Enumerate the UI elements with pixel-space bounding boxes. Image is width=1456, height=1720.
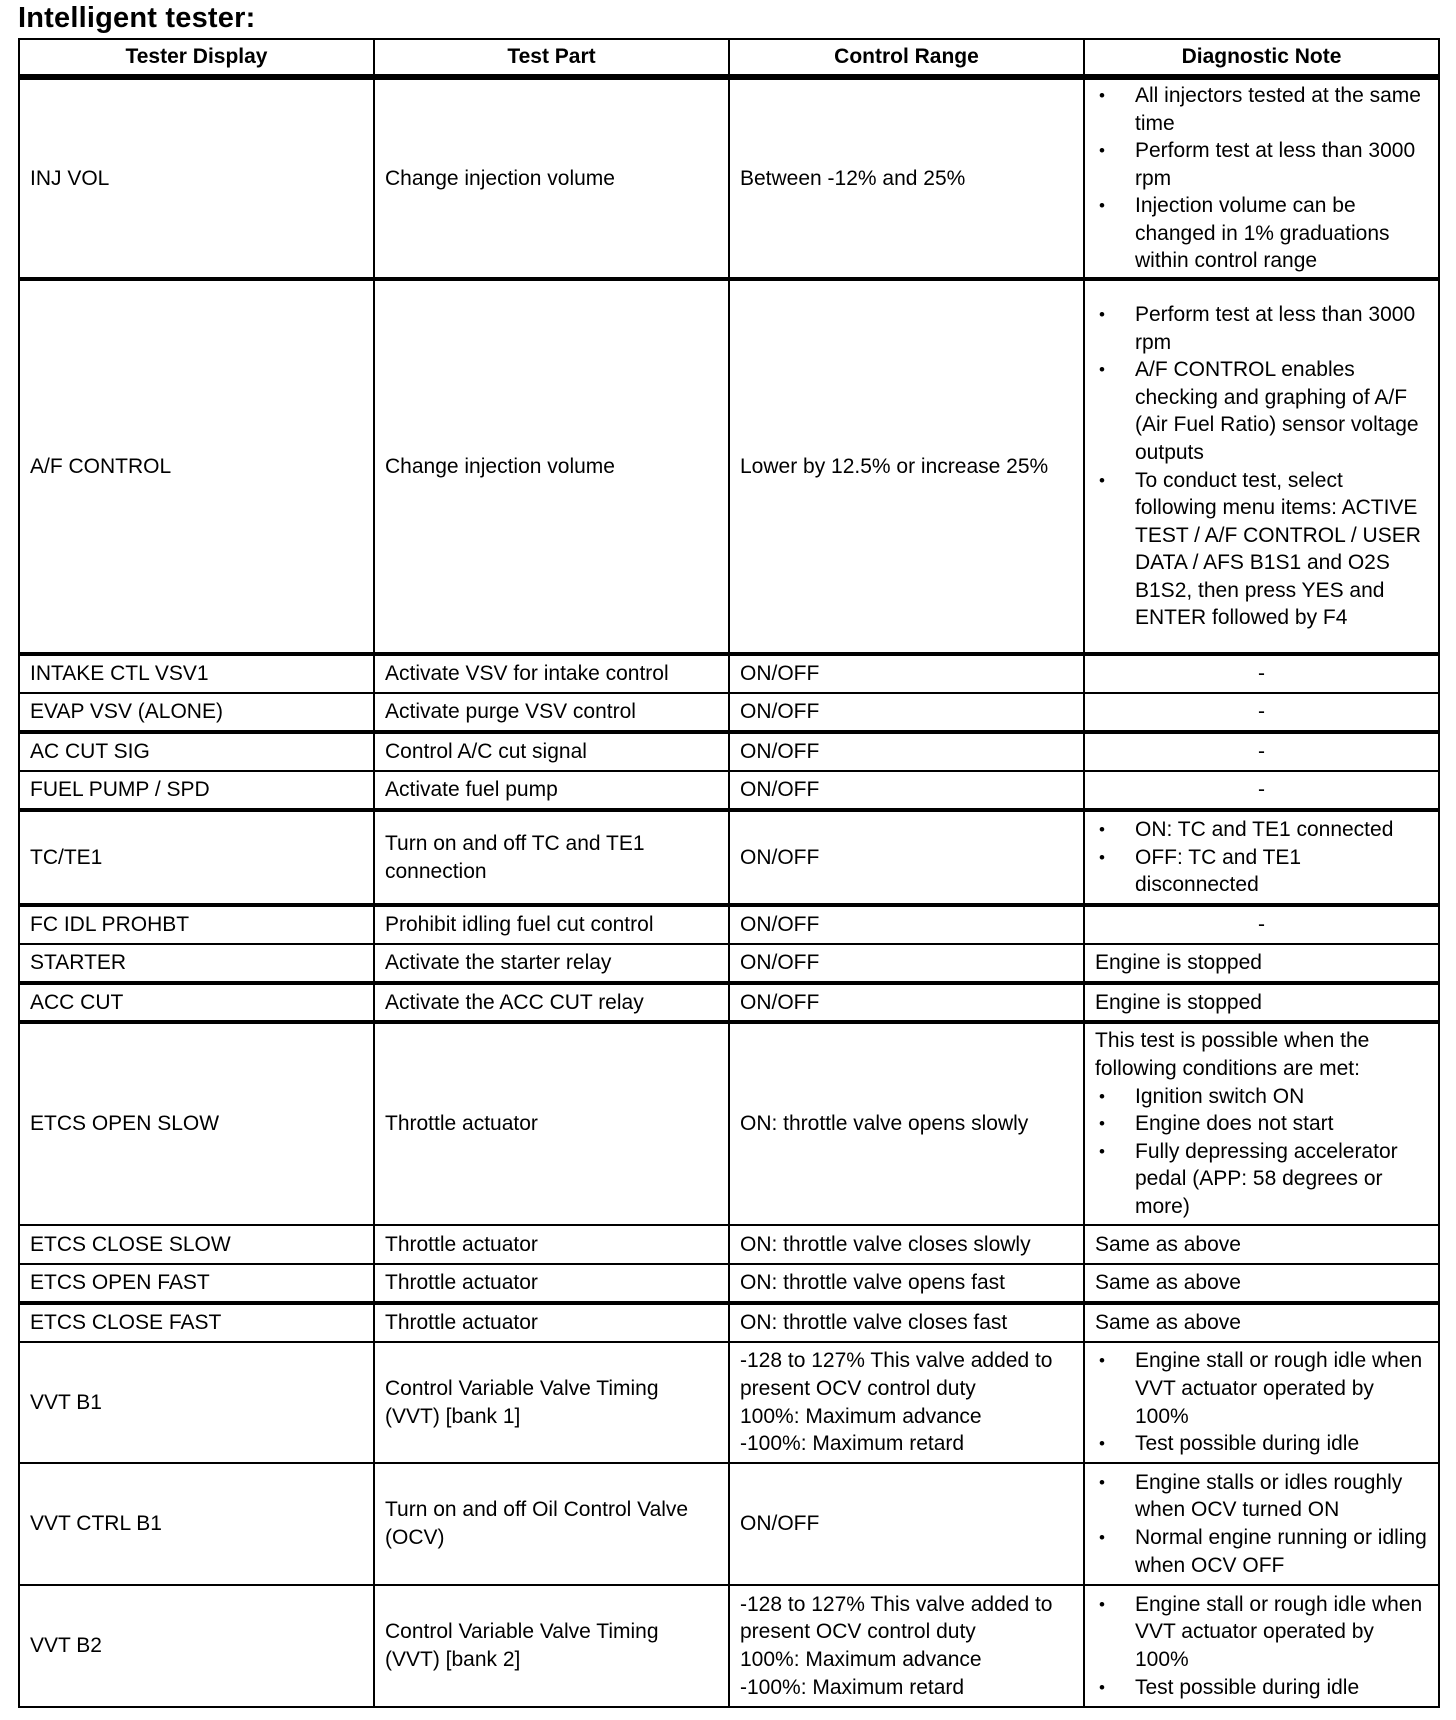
cell-range: ON/OFF xyxy=(729,693,1084,732)
note-bullet: • To conduct test, select following menu items: ACTIVE TEST / A/F CONTROL / USER DATA / AFS B1S1 and O2S B1S2, then press YES and ENTER followed by F4 xyxy=(1095,467,1428,633)
table-row xyxy=(19,1303,1439,1342)
note-bullet: • Test possible during idle xyxy=(1095,1430,1428,1458)
cell-part: Throttle actuator xyxy=(374,1303,729,1342)
table-row xyxy=(19,1585,1439,1707)
cell-display: AC CUT SIG xyxy=(19,732,374,771)
cell-part: Change injection volume xyxy=(374,279,729,654)
table-row xyxy=(19,693,1439,732)
cell-range: ON: throttle valve opens fast xyxy=(729,1264,1084,1303)
header-control-range: Control Range xyxy=(729,39,1084,77)
table-row xyxy=(19,905,1439,944)
cell-part: Control A/C cut signal xyxy=(374,732,729,771)
cell-note: Engine is stopped xyxy=(1084,944,1439,983)
note-bullet: • Perform test at less than 3000 rpm xyxy=(1095,137,1428,192)
table-row xyxy=(19,1225,1439,1264)
cell-note: Engine is stopped xyxy=(1084,983,1439,1022)
header-row xyxy=(19,39,1439,77)
cell-range: ON/OFF xyxy=(729,905,1084,944)
page-title: Intelligent tester: xyxy=(18,2,256,34)
table-row xyxy=(19,279,1439,654)
cell-display: ETCS OPEN SLOW xyxy=(19,1022,374,1225)
note-bullet: • OFF: TC and TE1 disconnected xyxy=(1095,844,1428,899)
cell-display: ETCS CLOSE SLOW xyxy=(19,1225,374,1264)
cell-display: VVT B2 xyxy=(19,1585,374,1707)
cell-display: INJ VOL xyxy=(19,77,374,279)
note-bullet: • Engine stall or rough idle when VVT actuator operated by 100% xyxy=(1095,1591,1428,1674)
note-bullet: • All injectors tested at the same time xyxy=(1095,82,1428,137)
cell-part: Prohibit idling fuel cut control xyxy=(374,905,729,944)
table-row xyxy=(19,1264,1439,1303)
cell-note: - xyxy=(1084,654,1439,693)
cell-display: VVT CTRL B1 xyxy=(19,1463,374,1585)
cell-range: ON: throttle valve closes slowly xyxy=(729,1225,1084,1264)
cell-range xyxy=(729,1585,1084,1707)
cell-note: - xyxy=(1084,771,1439,810)
range-line: -128 to 127% This valve added to xyxy=(740,1349,1053,1373)
table-row xyxy=(19,944,1439,983)
cell-display: TC/TE1 xyxy=(19,810,374,905)
cell-note xyxy=(1084,1585,1439,1707)
note-bullet: • Test possible during idle xyxy=(1095,1674,1428,1702)
cell-note: - xyxy=(1084,693,1439,732)
table-row xyxy=(19,1342,1439,1463)
cell-range xyxy=(729,1342,1084,1463)
table-row xyxy=(19,654,1439,693)
note-bullet: • Normal engine running or idling when OCV OFF xyxy=(1095,1524,1428,1579)
cell-note xyxy=(1084,77,1439,279)
note-intro: This test is possible when the following conditions are met: xyxy=(1095,1029,1370,1081)
table-row xyxy=(19,1463,1439,1585)
cell-part: Activate the starter relay xyxy=(374,944,729,983)
cell-display: FC IDL PROHBT xyxy=(19,905,374,944)
table-row xyxy=(19,983,1439,1022)
cell-note: - xyxy=(1084,732,1439,771)
table-row xyxy=(19,771,1439,810)
tester-table xyxy=(18,38,1440,1708)
cell-display: INTAKE CTL VSV1 xyxy=(19,654,374,693)
cell-part: Turn on and off Oil Control Valve (OCV) xyxy=(374,1463,729,1585)
note-bullet: • Engine does not start xyxy=(1095,1110,1428,1138)
range-line: present OCV control duty xyxy=(740,1376,976,1400)
cell-range: ON/OFF xyxy=(729,983,1084,1022)
cell-part: Throttle actuator xyxy=(374,1264,729,1303)
cell-display: ETCS OPEN FAST xyxy=(19,1264,374,1303)
table-row xyxy=(19,77,1439,279)
cell-part: Throttle actuator xyxy=(374,1225,729,1264)
cell-part: Turn on and off TC and TE1 connection xyxy=(374,810,729,905)
note-bullet: • Fully depressing accelerator pedal (APP: 58 degrees or more) xyxy=(1095,1138,1428,1221)
cell-note xyxy=(1084,810,1439,905)
cell-range: ON/OFF xyxy=(729,810,1084,905)
cell-display: VVT B1 xyxy=(19,1342,374,1463)
cell-range: Lower by 12.5% or increase 25% xyxy=(729,279,1084,654)
cell-display: STARTER xyxy=(19,944,374,983)
table-row xyxy=(19,1022,1439,1225)
cell-part: Throttle actuator xyxy=(374,1022,729,1225)
range-line: -100%: Maximum retard xyxy=(740,1432,965,1456)
cell-part: Activate VSV for intake control xyxy=(374,654,729,693)
note-bullet: • Engine stalls or idles roughly when OCV turned ON xyxy=(1095,1469,1428,1524)
cell-part: Activate the ACC CUT relay xyxy=(374,983,729,1022)
note-bullet: • Perform test at less than 3000 rpm xyxy=(1095,301,1428,356)
cell-note: - xyxy=(1084,905,1439,944)
cell-note xyxy=(1084,279,1439,654)
cell-range: ON/OFF xyxy=(729,771,1084,810)
range-line: -128 to 127% This valve added to xyxy=(740,1592,1053,1616)
cell-part: Activate purge VSV control xyxy=(374,693,729,732)
cell-display: FUEL PUMP / SPD xyxy=(19,771,374,810)
header-test-part: Test Part xyxy=(374,39,729,77)
cell-display: EVAP VSV (ALONE) xyxy=(19,693,374,732)
note-bullet: • Ignition switch ON xyxy=(1095,1083,1428,1111)
cell-part: Control Variable Valve Timing (VVT) [bank 1] xyxy=(374,1342,729,1463)
note-bullet: • Engine stall or rough idle when VVT actuator operated by 100% xyxy=(1095,1347,1428,1430)
range-line: 100%: Maximum advance xyxy=(740,1648,982,1671)
note-bullet: • A/F CONTROL enables checking and graphing of A/F (Air Fuel Ratio) sensor voltage outputs xyxy=(1095,356,1428,466)
header-tester-display: Tester Display xyxy=(19,39,374,77)
cell-note: Same as above xyxy=(1084,1225,1439,1264)
cell-part: Activate fuel pump xyxy=(374,771,729,810)
cell-range: Between -12% and 25% xyxy=(729,77,1084,279)
cell-range: ON: throttle valve closes fast xyxy=(729,1303,1084,1342)
cell-display: ETCS CLOSE FAST xyxy=(19,1303,374,1342)
range-line: 100%: Maximum advance xyxy=(740,1404,982,1428)
table-row xyxy=(19,732,1439,771)
table-row xyxy=(19,810,1439,905)
cell-note xyxy=(1084,1463,1439,1585)
cell-range: ON/OFF xyxy=(729,654,1084,693)
cell-part: Change injection volume xyxy=(374,77,729,279)
cell-note xyxy=(1084,1022,1439,1225)
cell-note: Same as above xyxy=(1084,1303,1439,1342)
range-line: present OCV control duty xyxy=(740,1620,976,1644)
cell-display: ACC CUT xyxy=(19,983,374,1022)
cell-note: Same as above xyxy=(1084,1264,1439,1303)
cell-range: ON/OFF xyxy=(729,1463,1084,1585)
cell-range: ON/OFF xyxy=(729,944,1084,983)
note-bullet: • Injection volume can be changed in 1% graduations within control range xyxy=(1095,192,1428,275)
cell-range: ON: throttle valve opens slowly xyxy=(729,1022,1084,1225)
header-diagnostic-note: Diagnostic Note xyxy=(1084,39,1439,77)
cell-range: ON/OFF xyxy=(729,732,1084,771)
note-bullet: • ON: TC and TE1 connected xyxy=(1095,816,1428,844)
cell-part: Control Variable Valve Timing (VVT) [bank 2] xyxy=(374,1585,729,1707)
cell-display: A/F CONTROL xyxy=(19,279,374,654)
cell-note xyxy=(1084,1342,1439,1463)
range-line: -100%: Maximum retard xyxy=(740,1675,965,1699)
